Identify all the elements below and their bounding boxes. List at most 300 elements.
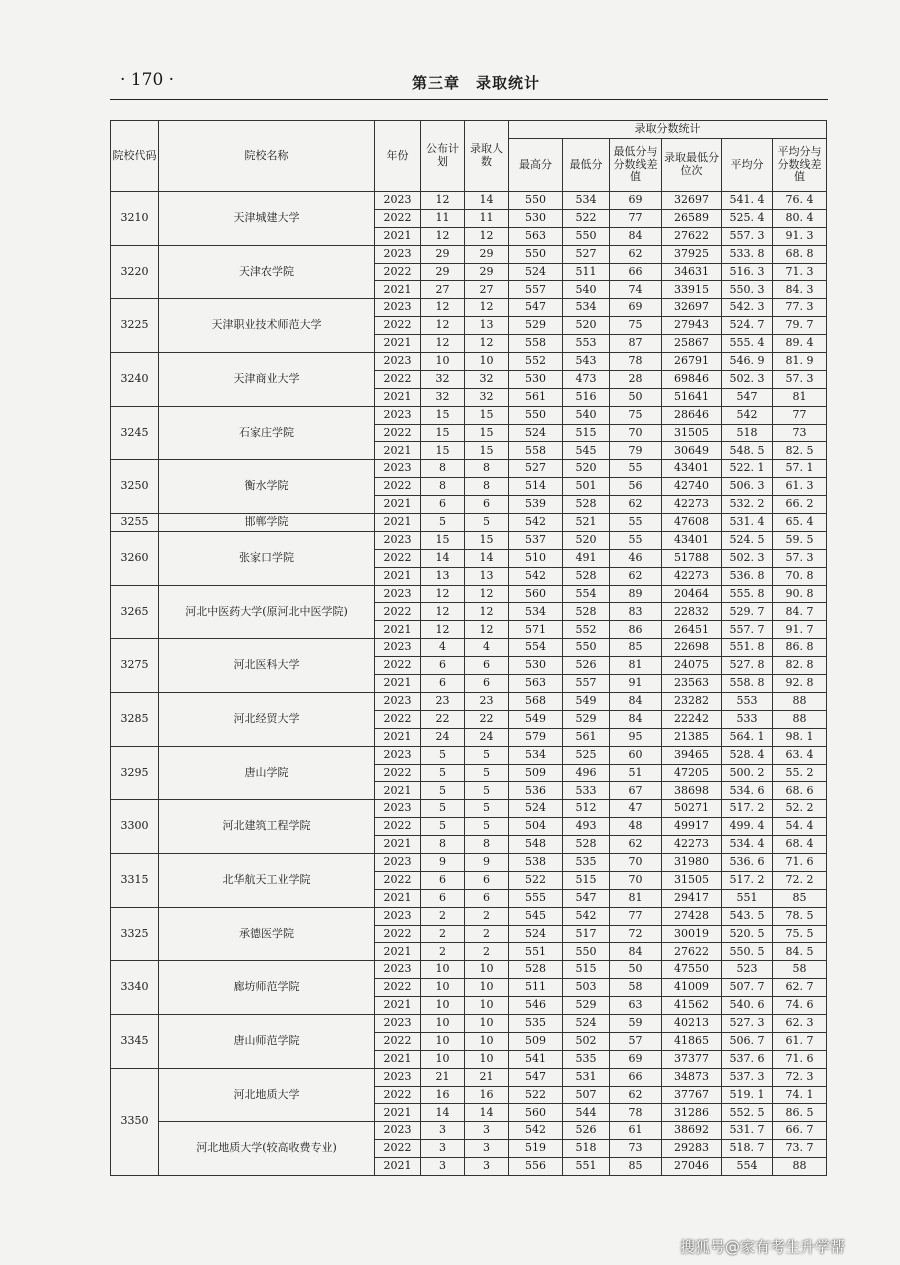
cell-min-diff: 51 — [610, 764, 662, 782]
cell-max-score: 547 — [509, 1068, 563, 1086]
cell-avg-score: 517. 2 — [722, 800, 773, 818]
cell-min-score: 561 — [563, 728, 610, 746]
cell-min-diff: 78 — [610, 1104, 662, 1122]
cell-school-code: 3250 — [111, 460, 159, 514]
cell-year: 2021 — [375, 836, 421, 854]
cell-min-rank: 23563 — [662, 675, 722, 693]
table-row — [111, 800, 827, 818]
cell-max-score: 547 — [509, 299, 563, 317]
cell-plan: 14 — [421, 1104, 465, 1122]
cell-year: 2023 — [375, 406, 421, 424]
cell-min-diff: 75 — [610, 317, 662, 335]
cell-min-rank: 51641 — [662, 388, 722, 406]
cell-year: 2021 — [375, 281, 421, 299]
cell-admitted: 32 — [465, 388, 509, 406]
chapter-title: 第三章 录取统计 — [412, 74, 541, 92]
cell-min-score: 528 — [563, 603, 610, 621]
cell-year: 2023 — [375, 299, 421, 317]
cell-year: 2023 — [375, 800, 421, 818]
cell-plan: 24 — [421, 728, 465, 746]
cell-min-diff: 67 — [610, 782, 662, 800]
cell-min-diff: 91 — [610, 675, 662, 693]
cell-avg-score: 527. 8 — [722, 657, 773, 675]
cell-min-diff: 85 — [610, 1158, 662, 1176]
cell-min-diff: 89 — [610, 585, 662, 603]
cell-plan: 6 — [421, 657, 465, 675]
cell-year: 2021 — [375, 442, 421, 460]
cell-avg-score: 531. 7 — [722, 1122, 773, 1140]
cell-avg-diff: 59. 5 — [773, 531, 827, 549]
cell-avg-diff: 81. 9 — [773, 353, 827, 371]
cell-school-name: 邯郸学院 — [159, 514, 375, 532]
cell-admitted: 21 — [465, 1068, 509, 1086]
cell-max-score: 571 — [509, 621, 563, 639]
cell-max-score: 557 — [509, 281, 563, 299]
cell-year: 2022 — [375, 209, 421, 227]
cell-plan: 16 — [421, 1086, 465, 1104]
cell-avg-score: 537. 6 — [722, 1050, 773, 1068]
cell-school-name: 廊坊师范学院 — [159, 961, 375, 1015]
cell-min-score: 515 — [563, 871, 610, 889]
cell-min-rank: 27622 — [662, 227, 722, 245]
cell-admitted: 5 — [465, 818, 509, 836]
cell-school-code: 3255 — [111, 514, 159, 532]
cell-admitted: 4 — [465, 639, 509, 657]
cell-year: 2021 — [375, 675, 421, 693]
header-admitted: 录取人数 — [465, 121, 509, 192]
cell-avg-score: 536. 8 — [722, 567, 773, 585]
cell-max-score: 561 — [509, 388, 563, 406]
cell-min-rank: 51788 — [662, 549, 722, 567]
cell-avg-score: 506. 3 — [722, 478, 773, 496]
cell-admitted: 3 — [465, 1158, 509, 1176]
cell-min-rank: 38698 — [662, 782, 722, 800]
cell-min-diff: 55 — [610, 514, 662, 532]
cell-min-rank: 43401 — [662, 531, 722, 549]
cell-year: 2023 — [375, 1014, 421, 1032]
cell-min-rank: 42740 — [662, 478, 722, 496]
cell-max-score: 548 — [509, 836, 563, 854]
cell-max-score: 524 — [509, 800, 563, 818]
cell-admitted: 6 — [465, 496, 509, 514]
cell-avg-diff: 65. 4 — [773, 514, 827, 532]
cell-min-rank: 31286 — [662, 1104, 722, 1122]
cell-plan: 6 — [421, 889, 465, 907]
cell-year: 2023 — [375, 192, 421, 210]
cell-max-score: 522 — [509, 1086, 563, 1104]
cell-min-diff: 56 — [610, 478, 662, 496]
cell-avg-score: 541. 4 — [722, 192, 773, 210]
cell-avg-diff: 54. 4 — [773, 818, 827, 836]
table-row — [111, 460, 827, 478]
cell-avg-score: 554 — [722, 1158, 773, 1176]
cell-year: 2021 — [375, 227, 421, 245]
cell-year: 2022 — [375, 657, 421, 675]
cell-school-name: 天津农学院 — [159, 245, 375, 299]
cell-min-diff: 62 — [610, 1086, 662, 1104]
cell-max-score: 550 — [509, 245, 563, 263]
cell-admitted: 12 — [465, 227, 509, 245]
header-score-stats-group: 录取分数统计 — [509, 121, 827, 139]
cell-admitted: 24 — [465, 728, 509, 746]
cell-school-code: 3260 — [111, 531, 159, 585]
cell-max-score: 558 — [509, 442, 563, 460]
table-row — [111, 299, 827, 317]
cell-avg-diff: 73 — [773, 424, 827, 442]
cell-min-score: 535 — [563, 1050, 610, 1068]
cell-min-diff: 50 — [610, 961, 662, 979]
cell-year: 2023 — [375, 639, 421, 657]
cell-min-score: 521 — [563, 514, 610, 532]
cell-max-score: 538 — [509, 853, 563, 871]
cell-min-score: 501 — [563, 478, 610, 496]
cell-year: 2023 — [375, 531, 421, 549]
cell-year: 2021 — [375, 997, 421, 1015]
cell-plan: 12 — [421, 227, 465, 245]
cell-min-rank: 25867 — [662, 335, 722, 353]
cell-admitted: 12 — [465, 299, 509, 317]
cell-min-diff: 61 — [610, 1122, 662, 1140]
cell-min-score: 542 — [563, 907, 610, 925]
cell-min-diff: 87 — [610, 335, 662, 353]
cell-avg-score: 557. 7 — [722, 621, 773, 639]
cell-avg-score: 542 — [722, 406, 773, 424]
cell-min-diff: 57 — [610, 1032, 662, 1050]
cell-admitted: 11 — [465, 209, 509, 227]
cell-avg-score: 531. 4 — [722, 514, 773, 532]
cell-max-score: 555 — [509, 889, 563, 907]
cell-avg-score: 534. 6 — [722, 782, 773, 800]
header-plan: 公布计划 — [421, 121, 465, 192]
cell-min-score: 515 — [563, 424, 610, 442]
cell-admitted: 16 — [465, 1086, 509, 1104]
cell-avg-score: 546. 9 — [722, 353, 773, 371]
cell-avg-score: 525. 4 — [722, 209, 773, 227]
cell-admitted: 5 — [465, 514, 509, 532]
cell-min-rank: 34631 — [662, 263, 722, 281]
cell-min-score: 511 — [563, 263, 610, 281]
cell-admitted: 12 — [465, 335, 509, 353]
cell-min-rank: 33915 — [662, 281, 722, 299]
cell-min-rank: 27943 — [662, 317, 722, 335]
cell-min-diff: 83 — [610, 603, 662, 621]
page-header — [112, 68, 827, 98]
cell-year: 2022 — [375, 818, 421, 836]
cell-min-rank: 27622 — [662, 943, 722, 961]
cell-min-score: 503 — [563, 979, 610, 997]
cell-min-score: 527 — [563, 245, 610, 263]
cell-avg-diff: 74. 6 — [773, 997, 827, 1015]
header-avg-diff: 平均分与分数线差值 — [773, 139, 827, 192]
cell-plan: 5 — [421, 818, 465, 836]
cell-max-score: 554 — [509, 639, 563, 657]
cell-school-name: 石家庄学院 — [159, 406, 375, 460]
cell-admitted: 13 — [465, 317, 509, 335]
cell-avg-score: 537. 3 — [722, 1068, 773, 1086]
cell-school-code: 3245 — [111, 406, 159, 460]
cell-avg-diff: 86. 8 — [773, 639, 827, 657]
cell-admitted: 15 — [465, 424, 509, 442]
cell-min-diff: 70 — [610, 871, 662, 889]
cell-avg-diff: 74. 1 — [773, 1086, 827, 1104]
header-min-diff: 最低分与分数线差值 — [610, 139, 662, 192]
cell-plan: 29 — [421, 263, 465, 281]
cell-year: 2022 — [375, 1140, 421, 1158]
cell-school-name: 河北医科大学 — [159, 639, 375, 693]
cell-min-rank: 29283 — [662, 1140, 722, 1158]
cell-admitted: 2 — [465, 925, 509, 943]
cell-min-diff: 69 — [610, 299, 662, 317]
cell-min-rank: 30019 — [662, 925, 722, 943]
cell-avg-score: 552. 5 — [722, 1104, 773, 1122]
cell-avg-diff: 84. 7 — [773, 603, 827, 621]
cell-plan: 5 — [421, 764, 465, 782]
cell-school-code: 3285 — [111, 692, 159, 746]
cell-min-diff: 86 — [610, 621, 662, 639]
cell-year: 2023 — [375, 1122, 421, 1140]
cell-min-diff: 59 — [610, 1014, 662, 1032]
cell-school-name: 天津职业技术师范大学 — [159, 299, 375, 353]
cell-min-diff: 66 — [610, 1068, 662, 1086]
cell-min-diff: 72 — [610, 925, 662, 943]
cell-min-score: 526 — [563, 657, 610, 675]
cell-admitted: 6 — [465, 657, 509, 675]
cell-admitted: 14 — [465, 1104, 509, 1122]
cell-avg-diff: 75. 5 — [773, 925, 827, 943]
cell-min-rank: 22242 — [662, 710, 722, 728]
cell-min-diff: 47 — [610, 800, 662, 818]
cell-avg-score: 557. 3 — [722, 227, 773, 245]
cell-plan: 22 — [421, 710, 465, 728]
cell-admitted: 10 — [465, 997, 509, 1015]
cell-avg-diff: 78. 5 — [773, 907, 827, 925]
cell-year: 2021 — [375, 335, 421, 353]
cell-plan: 10 — [421, 961, 465, 979]
cell-school-name: 唐山师范学院 — [159, 1014, 375, 1068]
cell-plan: 6 — [421, 496, 465, 514]
cell-avg-score: 516. 3 — [722, 263, 773, 281]
cell-avg-score: 543. 5 — [722, 907, 773, 925]
cell-plan: 10 — [421, 353, 465, 371]
cell-min-rank: 37925 — [662, 245, 722, 263]
cell-max-score: 545 — [509, 907, 563, 925]
cell-min-rank: 31505 — [662, 871, 722, 889]
cell-admitted: 10 — [465, 1032, 509, 1050]
header-school-name: 院校名称 — [159, 121, 375, 192]
cell-min-rank: 41865 — [662, 1032, 722, 1050]
cell-min-diff: 69 — [610, 1050, 662, 1068]
table-row — [111, 514, 827, 532]
header-school-code: 院校代码 — [111, 121, 159, 192]
cell-admitted: 29 — [465, 263, 509, 281]
cell-avg-diff: 89. 4 — [773, 335, 827, 353]
admission-score-table — [110, 120, 827, 1176]
cell-avg-diff: 82. 8 — [773, 657, 827, 675]
cell-school-code: 3340 — [111, 961, 159, 1015]
cell-avg-diff: 57. 1 — [773, 460, 827, 478]
cell-min-rank: 22698 — [662, 639, 722, 657]
cell-avg-diff: 71. 6 — [773, 853, 827, 871]
cell-min-diff: 84 — [610, 692, 662, 710]
cell-avg-diff: 66. 2 — [773, 496, 827, 514]
cell-admitted: 8 — [465, 836, 509, 854]
cell-min-score: 522 — [563, 209, 610, 227]
cell-year: 2022 — [375, 1086, 421, 1104]
footer-watermark: 搜狐号@家有考生升学帮 — [680, 1238, 846, 1256]
cell-min-diff: 62 — [610, 496, 662, 514]
cell-min-score: 473 — [563, 370, 610, 388]
cell-avg-score: 529. 7 — [722, 603, 773, 621]
cell-max-score: 510 — [509, 549, 563, 567]
cell-min-diff: 81 — [610, 657, 662, 675]
table-row — [111, 853, 827, 871]
cell-admitted: 2 — [465, 943, 509, 961]
cell-year: 2023 — [375, 853, 421, 871]
cell-school-code: 3300 — [111, 800, 159, 854]
cell-avg-score: 532. 2 — [722, 496, 773, 514]
header-year: 年份 — [375, 121, 421, 192]
cell-admitted: 8 — [465, 478, 509, 496]
cell-avg-score: 550. 5 — [722, 943, 773, 961]
cell-min-diff: 55 — [610, 460, 662, 478]
cell-min-rank: 28646 — [662, 406, 722, 424]
cell-year: 2021 — [375, 514, 421, 532]
cell-max-score: 535 — [509, 1014, 563, 1032]
cell-plan: 32 — [421, 370, 465, 388]
cell-plan: 13 — [421, 567, 465, 585]
cell-school-name: 衡水学院 — [159, 460, 375, 514]
cell-avg-diff: 77 — [773, 406, 827, 424]
cell-avg-diff: 72. 3 — [773, 1068, 827, 1086]
cell-avg-score: 518. 7 — [722, 1140, 773, 1158]
cell-avg-score: 522. 1 — [722, 460, 773, 478]
cell-admitted: 12 — [465, 585, 509, 603]
cell-max-score: 568 — [509, 692, 563, 710]
cell-min-score: 547 — [563, 889, 610, 907]
cell-admitted: 8 — [465, 460, 509, 478]
cell-min-rank: 24075 — [662, 657, 722, 675]
cell-min-diff: 62 — [610, 836, 662, 854]
cell-plan: 12 — [421, 603, 465, 621]
cell-year: 2022 — [375, 478, 421, 496]
cell-school-code: 3325 — [111, 907, 159, 961]
cell-avg-score: 547 — [722, 388, 773, 406]
cell-min-score: 516 — [563, 388, 610, 406]
cell-min-score: 543 — [563, 353, 610, 371]
cell-school-name: 天津城建大学 — [159, 192, 375, 246]
cell-avg-diff: 62. 3 — [773, 1014, 827, 1032]
header-rule — [110, 99, 828, 100]
header-min-score: 最低分 — [563, 139, 610, 192]
cell-year: 2021 — [375, 496, 421, 514]
cell-plan: 32 — [421, 388, 465, 406]
cell-year: 2023 — [375, 746, 421, 764]
table-row — [111, 406, 827, 424]
cell-max-score: 541 — [509, 1050, 563, 1068]
cell-admitted: 13 — [465, 567, 509, 585]
cell-min-rank: 50271 — [662, 800, 722, 818]
table-row — [111, 353, 827, 371]
cell-min-rank: 37767 — [662, 1086, 722, 1104]
cell-min-score: 507 — [563, 1086, 610, 1104]
cell-min-rank: 31505 — [662, 424, 722, 442]
cell-max-score: 563 — [509, 227, 563, 245]
cell-min-rank: 47550 — [662, 961, 722, 979]
cell-min-score: 496 — [563, 764, 610, 782]
cell-plan: 5 — [421, 514, 465, 532]
cell-min-rank: 42273 — [662, 567, 722, 585]
cell-min-score: 554 — [563, 585, 610, 603]
cell-admitted: 10 — [465, 1050, 509, 1068]
cell-max-score: 558 — [509, 335, 563, 353]
cell-min-rank: 22832 — [662, 603, 722, 621]
cell-min-score: 540 — [563, 406, 610, 424]
cell-max-score: 537 — [509, 531, 563, 549]
cell-admitted: 5 — [465, 782, 509, 800]
cell-max-score: 530 — [509, 370, 563, 388]
cell-avg-diff: 55. 2 — [773, 764, 827, 782]
cell-avg-diff: 86. 5 — [773, 1104, 827, 1122]
cell-year: 2021 — [375, 728, 421, 746]
cell-year: 2022 — [375, 317, 421, 335]
cell-max-score: 550 — [509, 192, 563, 210]
cell-avg-diff: 57. 3 — [773, 370, 827, 388]
cell-min-diff: 50 — [610, 388, 662, 406]
cell-min-diff: 95 — [610, 728, 662, 746]
cell-min-rank: 69846 — [662, 370, 722, 388]
cell-min-rank: 47608 — [662, 514, 722, 532]
cell-plan: 2 — [421, 925, 465, 943]
cell-year: 2022 — [375, 370, 421, 388]
cell-min-diff: 48 — [610, 818, 662, 836]
cell-min-rank: 20464 — [662, 585, 722, 603]
cell-min-diff: 62 — [610, 245, 662, 263]
cell-avg-score: 555. 8 — [722, 585, 773, 603]
cell-year: 2021 — [375, 1050, 421, 1068]
cell-year: 2023 — [375, 245, 421, 263]
cell-max-score: 560 — [509, 585, 563, 603]
cell-avg-score: 507. 7 — [722, 979, 773, 997]
cell-plan: 3 — [421, 1122, 465, 1140]
cell-plan: 5 — [421, 800, 465, 818]
cell-avg-score: 550. 3 — [722, 281, 773, 299]
cell-min-score: 545 — [563, 442, 610, 460]
cell-min-score: 550 — [563, 943, 610, 961]
cell-school-name: 河北建筑工程学院 — [159, 800, 375, 854]
cell-avg-diff: 85 — [773, 889, 827, 907]
cell-avg-diff: 88 — [773, 710, 827, 728]
cell-admitted: 12 — [465, 621, 509, 639]
cell-plan: 9 — [421, 853, 465, 871]
cell-avg-diff: 77. 3 — [773, 299, 827, 317]
cell-year: 2023 — [375, 907, 421, 925]
cell-min-score: 529 — [563, 997, 610, 1015]
header-max-score: 最高分 — [509, 139, 563, 192]
cell-admitted: 14 — [465, 192, 509, 210]
cell-min-diff: 60 — [610, 746, 662, 764]
cell-min-diff: 74 — [610, 281, 662, 299]
cell-min-rank: 32697 — [662, 192, 722, 210]
cell-admitted: 32 — [465, 370, 509, 388]
cell-min-score: 524 — [563, 1014, 610, 1032]
cell-min-diff: 63 — [610, 997, 662, 1015]
cell-max-score: 524 — [509, 263, 563, 281]
cell-year: 2022 — [375, 549, 421, 567]
cell-min-diff: 73 — [610, 1140, 662, 1158]
cell-avg-diff: 73. 7 — [773, 1140, 827, 1158]
cell-avg-diff: 84. 3 — [773, 281, 827, 299]
cell-min-score: 550 — [563, 639, 610, 657]
